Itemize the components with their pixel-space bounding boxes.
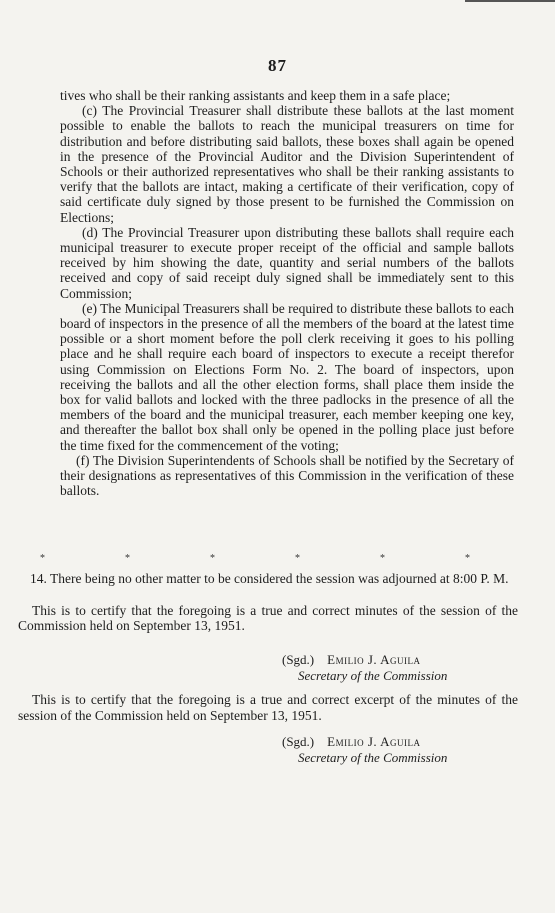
separator-star: * bbox=[465, 553, 470, 564]
signed-marker: (Sgd.) bbox=[282, 652, 315, 667]
signature-block-2 bbox=[282, 734, 447, 765]
item-c-paragraph: (c) The Provincial Treasurer shall distribute these ballots at the last moment possible to enable the ballots to reach the municipal treasurers on time for distribution and before distributing said ballots, these boxes shall again be opened in the presence of the Provincial Auditor and the Division Superintendent of Schools or their authorized representatives who shall be their ranking assistants to verify that the ballots are intact, making a certificate of their verification, copy of said certificate duly signed by those present to be furnished the Commission on Elections; bbox=[60, 103, 514, 225]
separator-star: * bbox=[295, 553, 300, 564]
item-e-paragraph: (e) The Municipal Treasurers shall be required to distribute these ballots to each board of inspectors in the presence of all the members of the board at the latest time possible or a short moment before the poll clerk receiving it goes to his polling place and he shall require each board of inspectors to execute a receipt therefor using Commission on Elections Form No. 2. The board of inspectors, upon receiving the ballots and all the other election forms, shall place them inside the box for valid ballots and locked with the three padlocks in the presence of all the members of the board and the municipal treasurer, each member keeping one key, and thereafter the ballot box shall only be opened in the polling place just before the time fixed for the commencement of the voting; bbox=[60, 300, 514, 453]
section-separator bbox=[40, 553, 470, 564]
signatory-title: Secretary of the Commission bbox=[298, 667, 448, 683]
separator-star: * bbox=[40, 553, 45, 564]
separator-star: * bbox=[125, 553, 130, 564]
certification-excerpt: This is to certify that the foregoing is a true and correct excerpt of the minutes of the session of the Commission held on September 13, 1951. bbox=[18, 692, 518, 723]
minutes-body bbox=[60, 88, 514, 498]
separator-star: * bbox=[210, 553, 215, 564]
signatory-name: Emilio J. Aguila bbox=[327, 652, 421, 667]
adjournment-paragraph: 14. There being no other matter to be considered the session was adjourned at 8:00 P. M. bbox=[30, 571, 509, 586]
certification-minutes: This is to certify that the foregoing is a true and correct minutes of the session of the Commission held on September 13, 1951. bbox=[18, 602, 518, 634]
excerpt-section bbox=[18, 692, 518, 723]
page-number: 87 bbox=[268, 56, 287, 75]
signature-block-1 bbox=[282, 652, 447, 683]
signed-marker: (Sgd.) bbox=[282, 734, 315, 749]
continuation-paragraph: tives who shall be their ranking assistants and keep them in a safe place; bbox=[60, 88, 451, 103]
signatory-title: Secretary of the Commission bbox=[298, 749, 448, 765]
separator-star: * bbox=[380, 553, 385, 564]
scan-edge-line bbox=[465, 0, 555, 2]
item-f-paragraph: (f) The Division Superintendents of Schools shall be notified by the Secretary of their designations as representatives of this Commission in the verification of these ballots. bbox=[60, 452, 514, 499]
signatory-name: Emilio J. Aguila bbox=[327, 734, 421, 749]
item-d-paragraph: (d) The Provincial Treasurer upon distributing these ballots shall require each municipal treasurer to execute proper receipt of the official and sample ballots received by him showing the date, quantity and serial numbers of the ballots received and copy of said receipt duly signed shall be immediately sent to this Commission; bbox=[60, 224, 514, 301]
closing-section bbox=[18, 571, 518, 634]
